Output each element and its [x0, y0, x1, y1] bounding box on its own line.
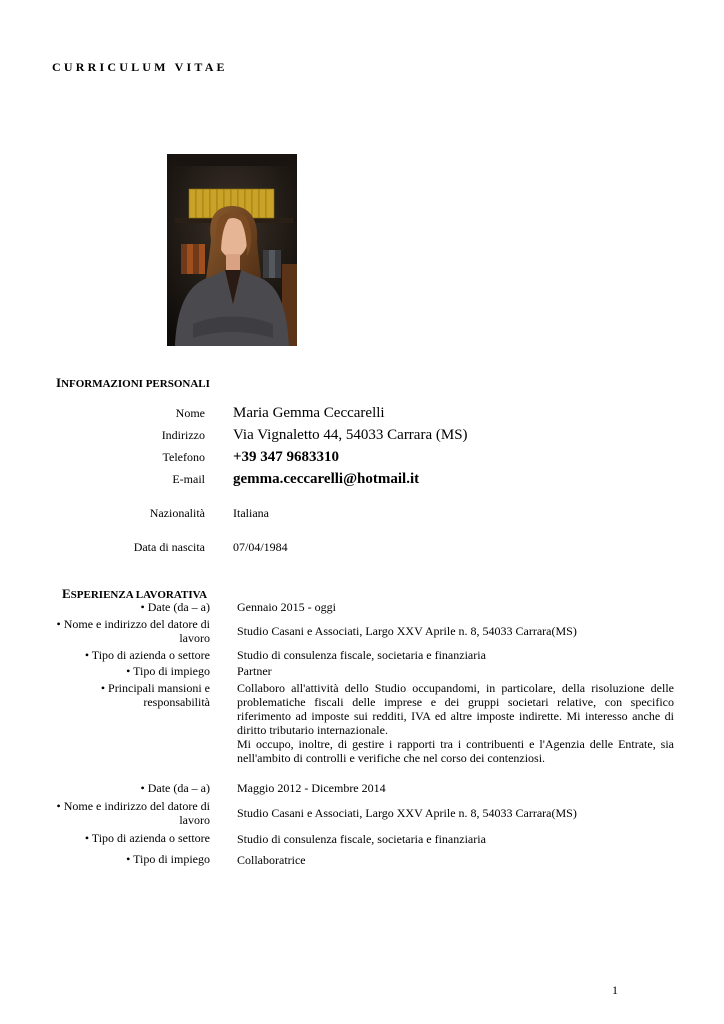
job1-duties-paragraph-1: Collaboro all'attività dello Studio occupandomi, in particolare, della risoluzione delle problematiche fiscali delle imprese e dei gruppi societari relative, con specifico riferimento ad imposte sui redditi, IVA ed altre imposte indirette. Mi interesso anche di diritto tributario internazionale. — [237, 681, 674, 737]
job2-sector-value: Studio di consulenza fiscale, societaria e finanziaria — [237, 832, 486, 846]
job1-sector-label: • Tipo di azienda o settore — [84, 648, 210, 662]
job2-employer-value: Studio Casani e Associati, Largo XXV Aprile n. 8, 54033 Carrara(MS) — [237, 806, 577, 820]
address-value: Via Vignaletto 44, 54033 Carrara (MS) — [233, 427, 468, 443]
birthdate-value: 07/04/1984 — [233, 540, 288, 554]
nationality-label: Nazionalità — [149, 506, 205, 520]
job1-employer-label-line1: • Nome e indirizzo del datore di — [56, 617, 210, 631]
job1-dates-value: Gennaio 2015 - oggi — [237, 600, 336, 614]
phone-label: Telefono — [162, 450, 205, 464]
email-label: E-mail — [172, 472, 205, 486]
personal-info-heading — [56, 375, 210, 391]
job2-type-label: • Tipo di impiego — [126, 852, 210, 866]
name-label: Nome — [175, 406, 205, 420]
job1-sector-value: Studio di consulenza fiscale, societaria e finanziaria — [237, 648, 486, 662]
job1-type-value: Partner — [237, 664, 272, 678]
job1-employer-value: Studio Casani e Associati, Largo XXV Aprile n. 8, 54033 Carrara(MS) — [237, 624, 577, 638]
job1-type-label: • Tipo di impiego — [126, 664, 210, 678]
job2-type-value: Collaboratrice — [237, 853, 306, 867]
phone-value: +39 347 9683310 — [233, 449, 340, 465]
job1-duties-paragraph-2: Mi occupo, inoltre, di gestire i rapporti tra i contribuenti e l'Agenzia delle Entrate, sia nell'ambito di controlli e verifiche che nel corso dei contenziosi. — [237, 737, 674, 765]
email-value[interactable]: gemma.ceccarelli@hotmail.it — [233, 471, 420, 487]
job1-employer-label-line2: lavoro — [179, 631, 210, 645]
job1-duties-label-line1: • Principali mansioni e — [100, 681, 210, 695]
document-title: CURRICULUM VITAE — [52, 60, 228, 74]
page-number: 1 — [612, 983, 618, 997]
name-value: Maria Gemma Ceccarelli — [233, 405, 385, 421]
experience-heading-first-letter: E — [62, 586, 71, 601]
job1-duties-text — [237, 681, 674, 765]
job2-sector-label: • Tipo di azienda o settore — [84, 831, 210, 845]
personal-heading-first-letter: I — [56, 375, 62, 390]
address-label: Indirizzo — [161, 428, 205, 442]
job2-employer-label-line2: lavoro — [179, 813, 210, 827]
job1-duties-label-line2: responsabilità — [143, 695, 210, 709]
job2-dates-value: Maggio 2012 - Dicembre 2014 — [237, 781, 386, 795]
experience-heading-rest: SPERIENZA LAVORATIVA — [70, 589, 208, 601]
personal-heading-rest: NFORMAZIONI PERSONALI — [61, 378, 210, 390]
nationality-value: Italiana — [233, 506, 269, 520]
birthdate-label: Data di nascita — [133, 540, 205, 554]
profile-photo — [167, 154, 297, 346]
job2-dates-label: • Date (da – a) — [140, 781, 210, 795]
job1-dates-label: • Date (da – a) — [140, 600, 210, 614]
job2-employer-label-line1: • Nome e indirizzo del datore di — [56, 799, 210, 813]
